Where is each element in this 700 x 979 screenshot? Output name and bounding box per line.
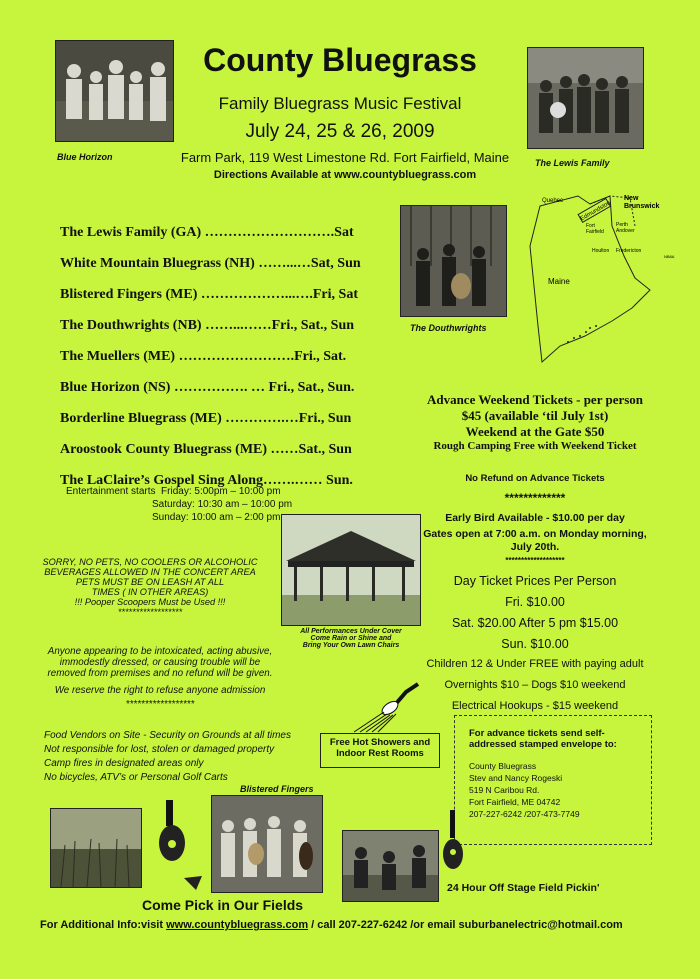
policy-line: TIMES ( IN OTHER AREAS) — [91, 587, 209, 597]
policy-line: !!! Pooper Scoopers Must be Used !!! — [74, 597, 226, 607]
map-label-perth-2: Andover — [616, 228, 635, 234]
blistered-fingers-caption: Blistered Fingers — [240, 784, 314, 794]
showers-line: Indoor Rest Rooms — [336, 748, 424, 759]
douthwrights-photo — [400, 205, 507, 317]
general-rules — [44, 730, 291, 786]
friday-price: Fri. $10.00 — [505, 595, 565, 609]
showers-line: Free Hot Showers and — [329, 737, 431, 748]
friday-times: Friday: 5:00pm – 10:00 pm — [161, 486, 281, 497]
maine-map — [520, 186, 690, 366]
blue-horizon-caption: Blue Horizon — [57, 152, 113, 162]
lineup-item: The Douthwrights (NB) ……...……Fri., Sat., Sun — [60, 318, 355, 333]
stars-divider: ****************** — [117, 607, 183, 617]
sunday-times: Sunday: 10:00 am – 2:00 pm — [152, 512, 281, 523]
conduct-policy — [20, 646, 300, 710]
directions-text: Directions Available at www.countybluegrass.com — [213, 169, 477, 181]
policy-line: removed from premises and no refund will be given. — [47, 668, 273, 679]
rule-line: Camp fires in designated areas only — [44, 758, 204, 769]
pavilion-caption-line: Come Rain or Shine and — [310, 635, 392, 642]
map-label-road: Edmundston — [579, 200, 612, 223]
email-link[interactable]: suburbanelectric@hotmail.com — [458, 919, 623, 931]
lineup-item: Blistered Fingers (ME) ………………...….Fri, Sat — [60, 287, 358, 302]
rule-line: No bicycles, ATV’s or Personal Golf Carts — [44, 772, 228, 783]
early-bird-line: Early Bird Available - $10.00 per day — [445, 512, 625, 524]
map-label-new-brunswick-1: New — [624, 195, 639, 202]
website-link[interactable]: www.countybluegrass.com — [166, 919, 309, 931]
address-line: Fort Fairfield, ME 04742 — [469, 797, 561, 807]
pavilion-caption-line: All Performances Under Cover — [300, 628, 402, 635]
lineup-item: The Lewis Family (GA) ……………………….Sat — [60, 225, 354, 240]
field-icon — [51, 809, 141, 887]
map-label-perth-1: Perth — [616, 222, 628, 228]
venue-address: Farm Park, 119 West Limestone Rd. Fort Fairfield, Maine — [180, 150, 510, 165]
lineup-list — [60, 225, 390, 504]
advance-tickets-heading: Advance Weekend Tickets - per person — [426, 392, 644, 407]
stars-divider: ******************* — [505, 556, 565, 565]
map-label-quebec: Quebec — [542, 198, 564, 204]
footer-prefix: For Additional Info:visit — [40, 919, 167, 931]
stars-divider: ****************** — [125, 699, 195, 710]
mailing-address — [469, 760, 651, 820]
pet-policy — [30, 557, 270, 617]
musicians-icon — [401, 206, 506, 316]
map-label-houlton: Houlton — [592, 248, 610, 254]
refund-note: No Refund on Advance Tickets — [465, 473, 605, 484]
map-label-fort-fairfield-2: Fairfield — [586, 229, 604, 235]
electrical-note: Electrical Hookups - $15 weekend — [451, 700, 619, 712]
ticket-info — [400, 392, 670, 452]
gate-price: Weekend at the Gate $50 — [465, 424, 605, 439]
map-label-route: NB8A — [664, 254, 675, 259]
band-on-stage-icon — [212, 796, 322, 892]
address-line: 207-227-6242 /207-473-7749 — [469, 809, 580, 819]
field-pickin-caption: 24 Hour Off Stage Field Pickin' — [447, 882, 600, 894]
lineup-item: White Mountain Bluegrass (NH) ……...…Sat, Sun — [60, 256, 361, 271]
policy-line: SORRY, NO PETS, NO COOLERS OR ALCOHOLIC — [42, 557, 258, 567]
day-ticket-heading: Day Ticket Prices Per Person — [453, 574, 617, 588]
blue-horizon-photo — [55, 40, 174, 142]
lineup-item: Aroostook County Bluegrass (ME) ……Sat., Sun — [60, 442, 352, 457]
field-pickin-photo — [342, 830, 439, 902]
pavilion-caption — [290, 628, 412, 649]
blistered-fingers-photo — [211, 795, 323, 893]
address-line: 519 N Caribou Rd. — [469, 785, 540, 795]
saturday-times: Saturday: 10:30 am – 10:00 pm — [152, 499, 293, 510]
rule-line: Not responsible for lost, stolen or damaged property — [44, 744, 275, 755]
sunday-price: Sun. $10.00 — [501, 637, 569, 651]
policy-line: PETS MUST BE ON LEASH AT ALL — [75, 577, 225, 587]
entertainment-label: Entertainment starts — [66, 486, 156, 497]
map-label-maine: Maine — [548, 277, 570, 286]
advance-price: $45 (available ‘til July 1st) — [461, 408, 609, 423]
policy-line: Anyone appearing to be intoxicated, acting abusive, — [47, 646, 273, 657]
lineup-item: The LaClaire’s Gospel Sing Along…….…… Sun. — [60, 473, 353, 488]
douthwrights-caption: The Douthwrights — [410, 323, 487, 333]
gates-open-line: Gates open at 7:00 a.m. on Monday morning, — [423, 528, 647, 540]
map-label-fredericton: Fredericton — [616, 248, 642, 254]
jam-session-icon — [343, 831, 438, 901]
lineup-item: The Muellers (ME) …………………….Fri., Sat. — [60, 349, 347, 364]
children-note: Children 12 & Under FREE with paying adult — [426, 658, 644, 670]
lineup-item: Blue Horizon (NS) ……………. … Fri., Sat., Sun. — [60, 380, 355, 395]
band-silhouettes-icon — [56, 41, 173, 141]
shower-head-icon — [348, 678, 428, 734]
lewis-family-caption: The Lewis Family — [535, 158, 610, 168]
policy-line: immodestly dressed, or causing trouble will be — [59, 657, 261, 668]
showers-box — [320, 733, 440, 768]
festival-subtitle: Family Bluegrass Music Festival — [218, 94, 462, 113]
festival-dates: July 24, 25 & 26, 2009 — [245, 121, 435, 142]
family-band-icon — [528, 48, 643, 148]
advance-box-heading: For advance tickets send self- — [469, 728, 605, 739]
stars-divider: ************* — [504, 491, 566, 505]
lineup-item: Borderline Bluegrass (ME) ………….…Fri., Sun — [60, 411, 352, 426]
festival-title: County Bluegrass — [203, 42, 477, 78]
policy-line: BEVERAGES ALLOWED IN THE CONCERT AREA — [44, 567, 256, 577]
map-label-fort-fairfield-1: Fort — [586, 223, 595, 229]
gates-date-line: July 20th. — [510, 541, 560, 553]
guitar-icon — [440, 808, 468, 872]
guitar-pick-icon — [184, 876, 202, 890]
rule-line: Food Vendors on Site - Security on Grounds at all times — [44, 730, 291, 741]
come-pick-caption: Come Pick in Our Fields — [142, 897, 304, 913]
overnights-note: Overnights $10 – Dogs $10 weekend — [444, 679, 626, 691]
pavilion-caption-line: Bring Your Own Lawn Chairs — [302, 642, 400, 649]
saturday-price: Sat. $20.00 After 5 pm $15.00 — [451, 616, 619, 630]
address-line: Stev and Nancy Rogeski — [469, 773, 563, 783]
wheat-field-photo — [50, 808, 142, 888]
map-label-new-brunswick-2: Brunswick — [624, 203, 660, 210]
lewis-family-photo — [527, 47, 644, 149]
footer-middle: / call 207-227-6242 /or email — [308, 919, 459, 931]
early-bird-info — [400, 512, 670, 567]
mandolin-icon — [154, 798, 214, 893]
advance-ticket-box — [454, 715, 652, 845]
entertainment-times — [66, 486, 292, 525]
advance-box-heading: addressed stamped envelope to: — [469, 739, 617, 750]
reserve-right: We reserve the right to refuse anyone admission — [54, 685, 266, 696]
day-ticket-prices — [410, 574, 660, 721]
address-line: County Bluegrass — [469, 761, 537, 771]
contact-footer — [40, 919, 623, 931]
camping-note: Rough Camping Free with Weekend Ticket — [433, 440, 637, 452]
